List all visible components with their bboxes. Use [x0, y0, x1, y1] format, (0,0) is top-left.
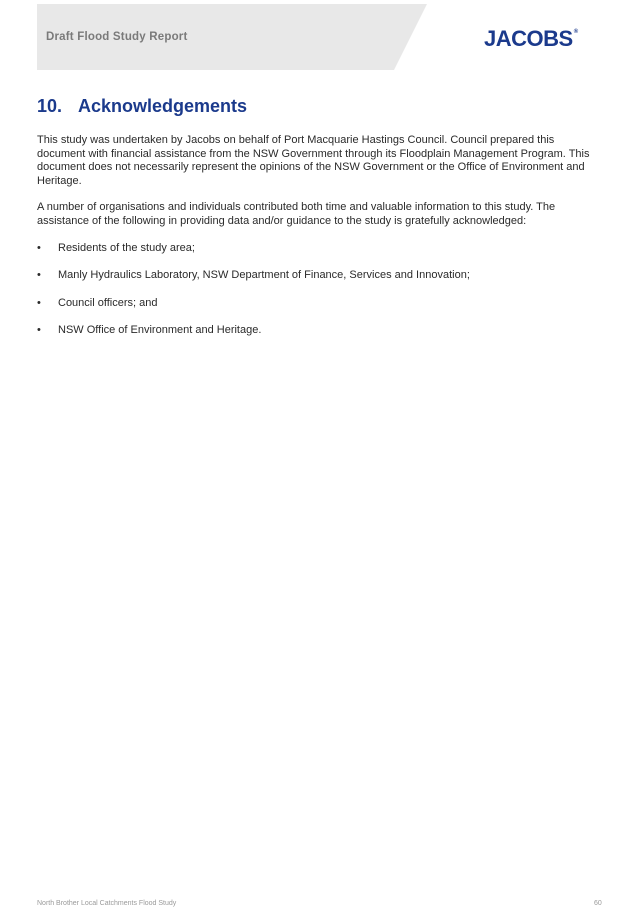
- paragraph-contributors: A number of organisations and individuals contributed both time and valuable information to this study. The assistance of the following in providing data and/or guidance to the study is gratefully acknowledged:: [37, 201, 556, 227]
- bullet-marker: •: [37, 324, 41, 337]
- list-item: [37, 269, 593, 283]
- list-item-text: NSW Office of Environment and Heritage.: [58, 324, 262, 337]
- list-item-text: Council officers; and: [58, 296, 158, 309]
- section-title: Acknowledgements: [78, 96, 248, 116]
- page-content: [37, 96, 593, 352]
- bullet-marker: •: [37, 241, 41, 254]
- jacobs-logo: [484, 26, 578, 52]
- acknowledgement-list: [37, 242, 593, 338]
- list-item-text: Manly Hydraulics Laboratory, NSW Department of Finance, Services and Innovation;: [58, 269, 470, 282]
- registered-mark: ®: [573, 29, 578, 35]
- bullet-marker: •: [37, 269, 41, 282]
- list-item: [37, 324, 593, 338]
- footer-document-name: North Brother Local Catchments Flood Study: [37, 900, 177, 907]
- bullet-marker: •: [37, 296, 41, 309]
- footer-page-number: 60: [594, 900, 602, 907]
- section-heading: [37, 96, 593, 117]
- logo-text: JACOBS: [484, 26, 573, 51]
- section-number: 10.: [37, 96, 63, 116]
- list-item-text: Residents of the study area;: [58, 241, 195, 254]
- list-item: [37, 242, 593, 256]
- list-item: [37, 297, 593, 311]
- report-title: Draft Flood Study Report: [46, 31, 188, 43]
- paragraph-intro: This study was undertaken by Jacobs on behalf of Port Macquarie Hastings Council. Council prepared this document with financial assistance from the NSW Government through its Floodplain Management Program. This document does not necessarily represent the opinions of the NSW Government or the Office of Environment and Heritage.: [37, 134, 590, 187]
